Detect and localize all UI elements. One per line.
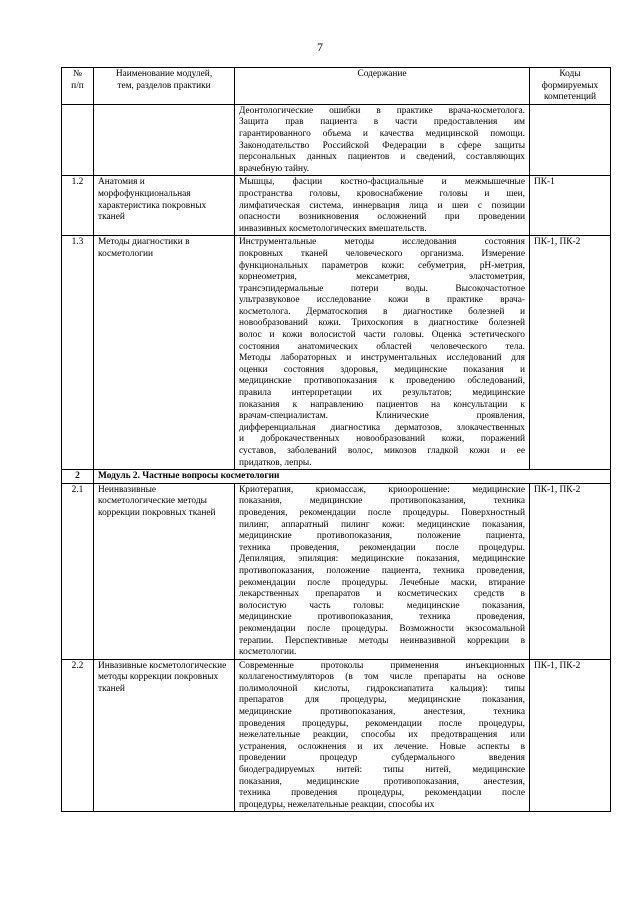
- content-line: косметолога. Дерматоскопия в диагностике болезней и: [239, 306, 525, 317]
- content-line: проведении процедур субдермального введения: [239, 753, 525, 764]
- content-line: пространства головы, кровоснабжение головы и шеи,: [239, 188, 525, 199]
- content-line: покровных тканей человеческого организма. Измерение: [239, 248, 525, 259]
- content-line: лекарственных препаратов и косметических средств в: [239, 589, 525, 600]
- content-line: техника проведения, рекомендации после процедуры.: [239, 542, 525, 553]
- content-line: Мышцы, фасции костно-фасциальные и межмышечные: [239, 177, 525, 188]
- table-row: [62, 236, 611, 470]
- content-line: показания, медицинские противопоказания, техника: [239, 496, 525, 507]
- content-line: трансэпидермальные потери воды. Высокочастотное: [239, 283, 525, 294]
- topic-number: 2.2: [62, 659, 94, 812]
- topic-title: [94, 104, 235, 176]
- content-line: ультразвуковое исследование кожи в практике врача-: [239, 295, 525, 306]
- content-line: опасности возникновения осложнений при проведении: [239, 212, 525, 223]
- competency-codes: [530, 104, 611, 176]
- content-line: показания, медицинские противопоказания, анестезия,: [239, 776, 525, 787]
- content-line: правила интерпретации их результатов; медицинские: [239, 388, 525, 399]
- content-line: медицинские противопоказания, техника проведения,: [239, 612, 525, 623]
- content-line: медицинские противопоказания к проведению обследований,: [239, 376, 525, 387]
- content-line: функциональных параметров кожи: себуметрия, pH-метрия,: [239, 260, 525, 271]
- content-line: пилинг, аппаратный пилинг кожи: медицинские показания,: [239, 519, 525, 530]
- content-line: волосистую часть головы: медицинские показания,: [239, 600, 525, 611]
- topic-number: 1.2: [62, 176, 94, 236]
- content-line: гарантированного объема и качества медицинской помощи.: [239, 128, 525, 139]
- content-line: устранения, осложнения и их лечение. Новые аспекты в: [239, 741, 525, 752]
- topic-title: Инвазивные косметологические методы коррекции покровных тканей: [94, 659, 235, 812]
- topic-content: [235, 176, 530, 236]
- module-title: Модуль 2. Частные вопросы косметологии: [94, 470, 611, 484]
- content-line: противопоказания, положение пациента, техника проведения,: [239, 565, 525, 576]
- header-content: Содержание: [235, 68, 530, 105]
- content-line: рекомендации после процедуры. Возможности экзосомальной: [239, 623, 525, 634]
- table-row: [62, 104, 611, 176]
- module-row: [62, 470, 611, 484]
- content-line: инвазивных косметологических вмешательств.: [239, 223, 427, 234]
- content-line: дифференциальная диагностика дерматозов, злокачественных: [239, 422, 525, 433]
- content-line: Методы лабораторных и инструментальных исследований для: [239, 353, 525, 364]
- competency-codes: ПК-1: [530, 176, 611, 236]
- content-line: препаратов для процедуры, медицинские показания,: [239, 695, 525, 706]
- page-number: 7: [317, 40, 323, 54]
- topic-number: 1.3: [62, 236, 94, 470]
- content-line: медицинские противопоказания, положение пациента,: [239, 531, 525, 542]
- curriculum-table: [61, 67, 611, 812]
- content-line: Инструментальные методы исследования состояния: [239, 237, 525, 248]
- content-line: косметологии.: [239, 647, 297, 658]
- content-line: врачебную тайну.: [239, 163, 310, 174]
- header-num: № п/п: [62, 68, 94, 105]
- topic-content: [235, 483, 530, 659]
- content-line: врачам-специалистам. Клинические проявления,: [239, 411, 525, 422]
- content-line: терапии. Перспективные методы неинвазивной коррекции в: [239, 635, 525, 646]
- content-line: оценки состояния здоровья, медицинские показания и: [239, 364, 525, 375]
- header-module: Наименование модулей, тем, разделов практики: [94, 68, 235, 105]
- table-header-row: [62, 68, 611, 105]
- header-codes: Коды формируемых компетенций: [530, 68, 611, 105]
- content-line: показания к направлению пациентов на консультации к: [239, 399, 525, 410]
- topic-number: [62, 104, 94, 176]
- content-line: персональных данных пациентов и сведений, составляющих: [239, 152, 525, 163]
- content-line: Защита прав пациента в части предоставления им: [239, 117, 525, 128]
- content-line: Законодательство Российской Федерации в сфере защиты: [239, 140, 525, 151]
- content-line: проведения, рекомендации после процедуры. Поверхностный: [239, 507, 525, 518]
- content-line: биодеградируемых нитей: типы нитей, медицинские: [239, 765, 525, 776]
- content-line: суставов, заболеваний волос, микозов гладкой кожи и ее: [239, 446, 525, 456]
- content-line: волос и кожи волосистой части головы. Оценка эстетического: [239, 330, 525, 341]
- content-line: Депиляция, эпиляция: медицинские показания, медицинские: [239, 554, 525, 565]
- topic-content: [235, 659, 530, 812]
- content-line: новообразований кожи. Трихоскопия в диагностике болезней: [239, 318, 525, 329]
- content-line: Криотерапия, криомассаж, криоорошение: медицинские: [239, 484, 525, 495]
- content-line: и доброкачественных новообразований кожи, поражений: [239, 434, 525, 445]
- table-row: [62, 483, 611, 659]
- topic-number: 2.1: [62, 483, 94, 659]
- table-row: [62, 176, 611, 236]
- content-line: техника проведения процедуры, рекомендации после: [239, 788, 525, 799]
- competency-codes: ПК-1, ПК-2: [530, 236, 611, 470]
- topic-title: Неинвазивные косметологические методы коррекции покровных тканей: [94, 483, 235, 659]
- competency-codes: ПК-1, ПК-2: [530, 483, 611, 659]
- topic-content: [235, 236, 530, 470]
- content-line: процедуры, нежелательные реакции, способы их: [239, 799, 435, 810]
- content-line: лимфатическая система, иннервация лица и шеи с позиции: [239, 200, 525, 211]
- content-line: коллагеностимуляторов (в том числе препараты на основе: [239, 672, 525, 683]
- competency-codes: ПК-1, ПК-2: [530, 659, 611, 812]
- content-line: полимолочной кислоты, гидроксиапатита кальция): типы: [239, 683, 525, 694]
- content-line: нежелательные реакции, способы их предотвращения или: [239, 730, 525, 741]
- topic-title: Анатомия и морфофункциональная характеристика покровных тканей: [94, 176, 235, 236]
- content-line: придатков, лепры.: [239, 457, 312, 468]
- module-number: 2: [62, 470, 94, 484]
- content-line: состояния анатомических областей человеческого тела.: [239, 341, 525, 352]
- content-line: рекомендации после процедуры. Лечебные маски, втирание: [239, 577, 525, 588]
- topic-content: [235, 104, 530, 176]
- table-row: [62, 659, 611, 812]
- content-line: Деонтологические ошибки в практике врача-косметолога.: [239, 105, 525, 116]
- content-line: корнеометрия, мексаметрия, эластометрия,: [239, 272, 525, 283]
- topic-title: Методы диагностики в косметологии: [94, 236, 235, 470]
- content-line: проведения процедуры, рекомендации после процедуры,: [239, 718, 525, 729]
- content-line: Современные протоколы применения инъекционных: [239, 660, 525, 671]
- content-line: медицинские противопоказания, анестезия, техника: [239, 707, 525, 718]
